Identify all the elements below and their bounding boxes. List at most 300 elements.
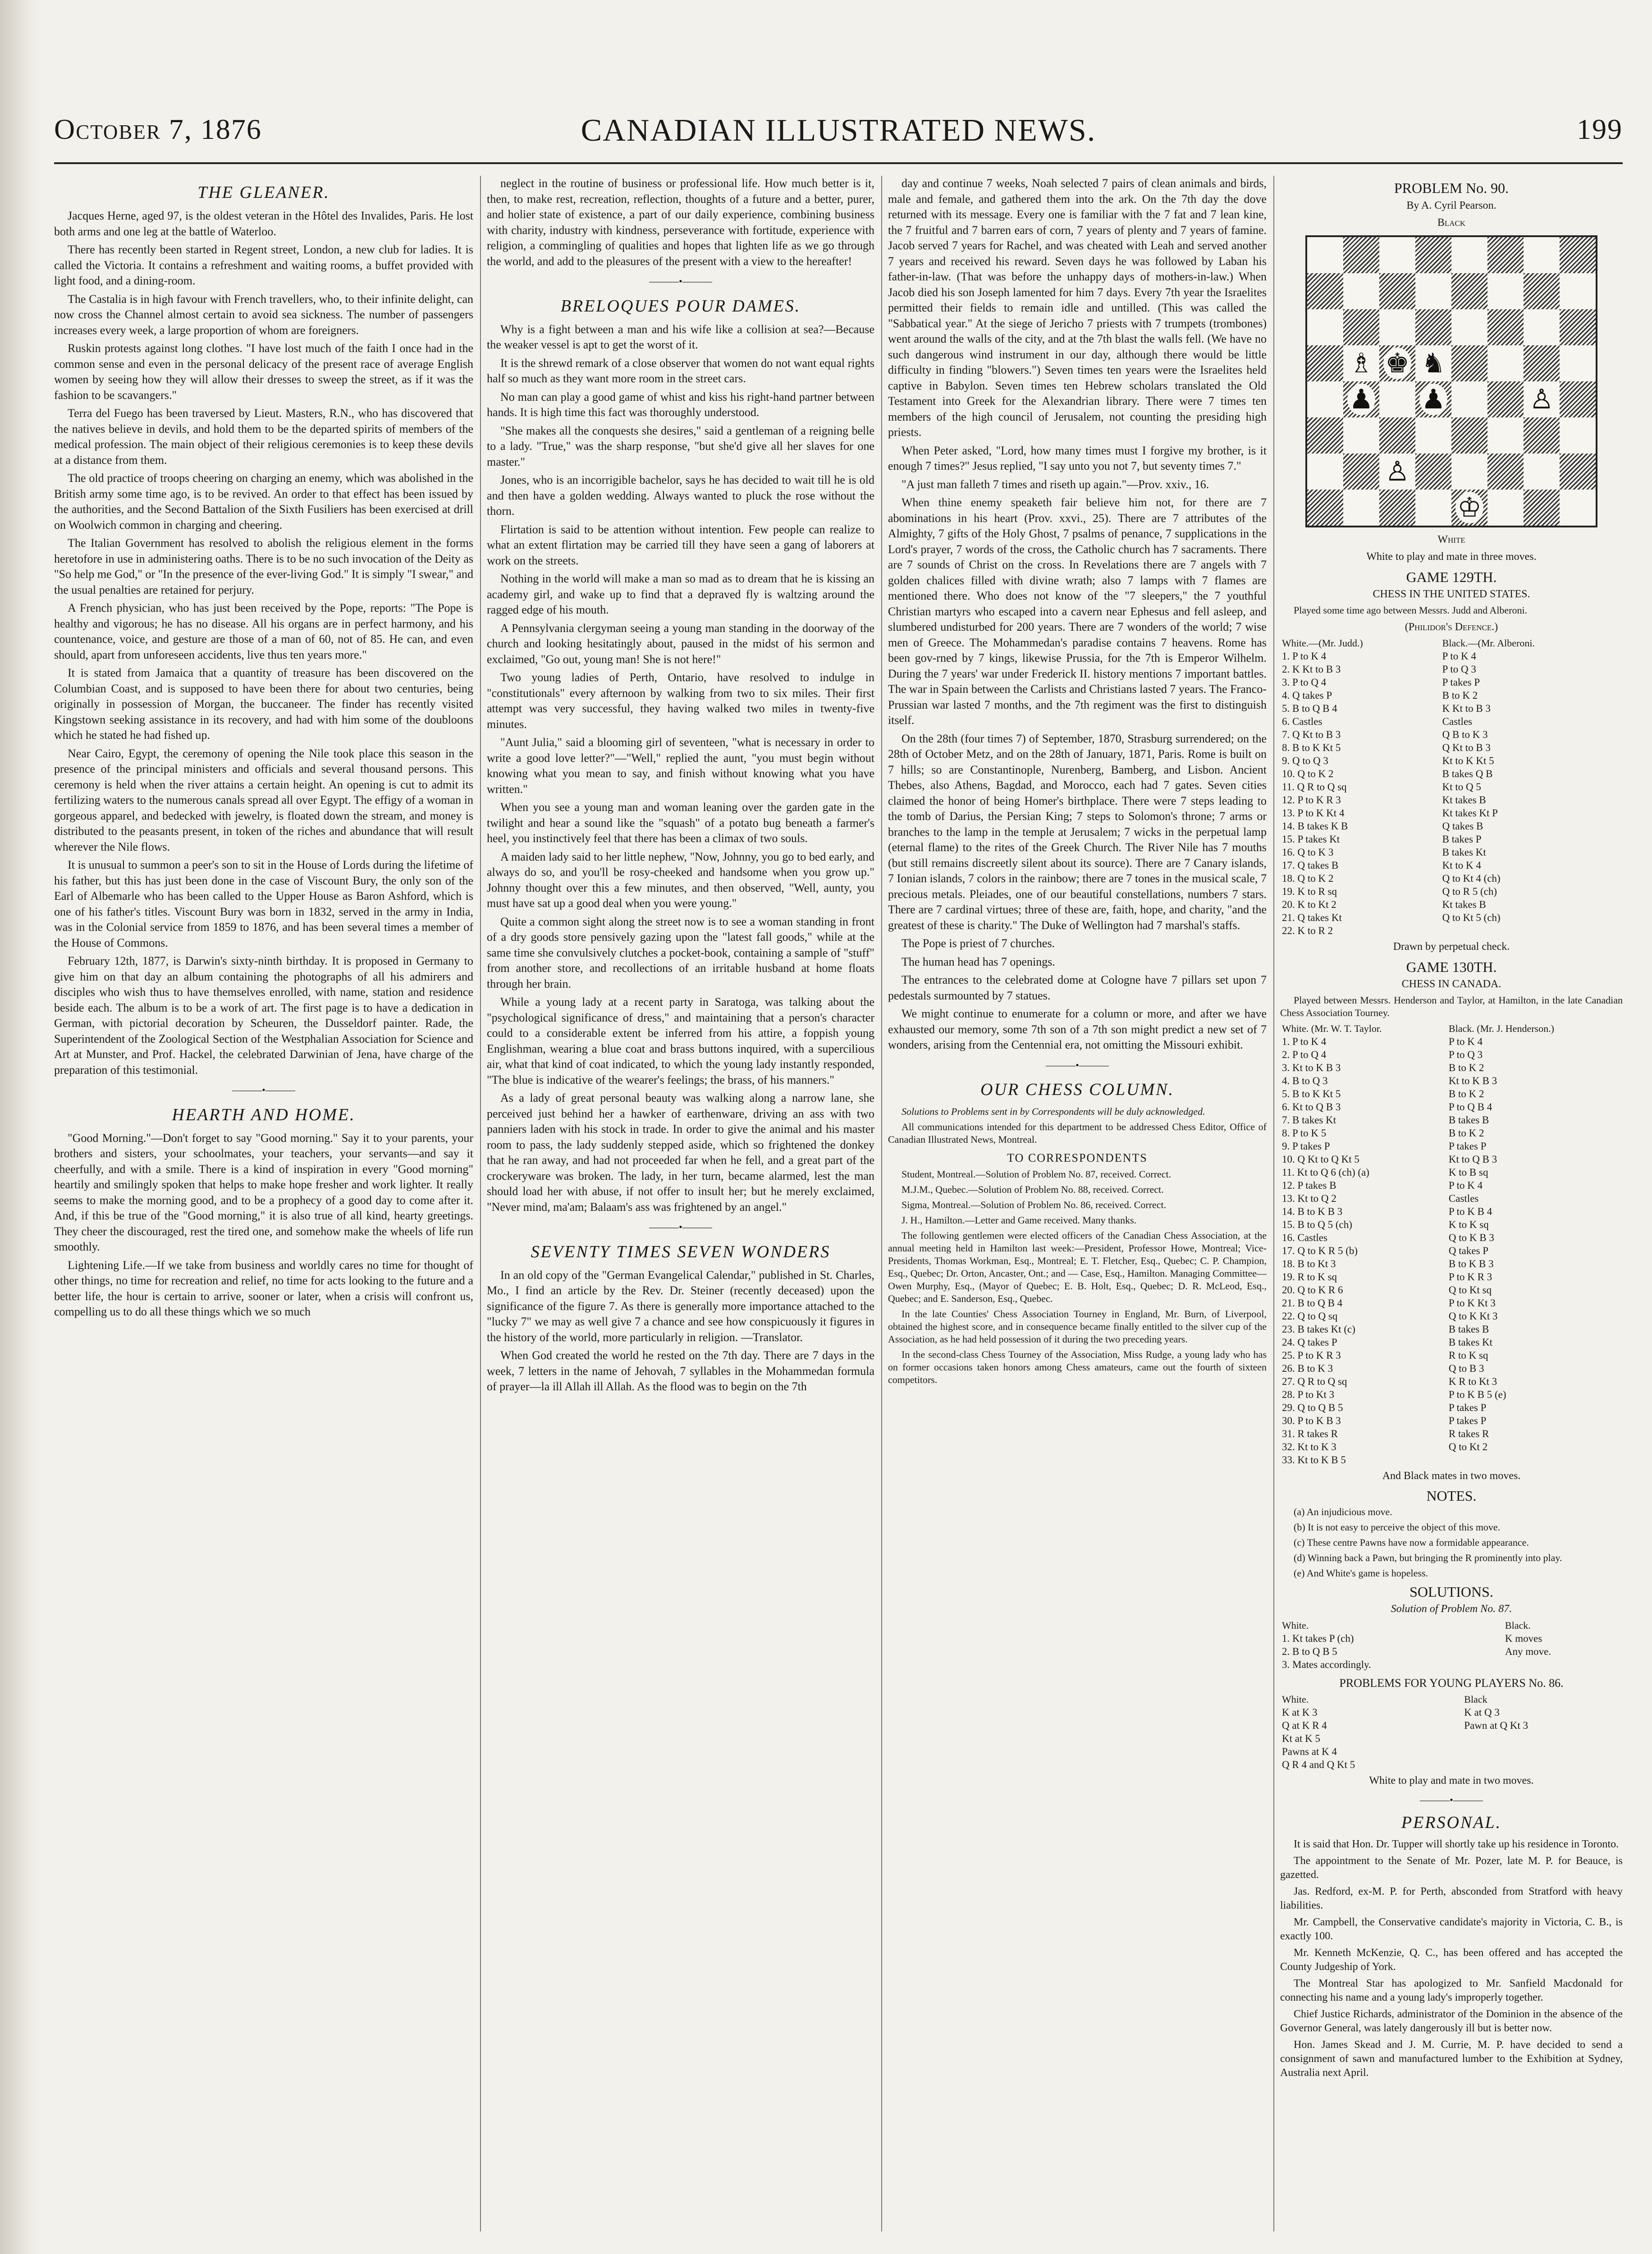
black-move: Castles — [1448, 1192, 1479, 1204]
black-move: P to K 4 — [1448, 1035, 1483, 1047]
white-move: 21. B to Q B 4 — [1282, 1297, 1343, 1309]
black-label: Black — [1437, 217, 1466, 229]
white-move: 11. Q R to Q sq — [1282, 781, 1347, 793]
board-square — [1451, 417, 1487, 454]
white-move: 7. Q Kt to B 3 — [1282, 729, 1341, 740]
personal-item: The appointment to the Senate of Mr. Pozer, late M. P. for Beauce, is gazetted. — [1280, 1855, 1623, 1881]
move-row — [1280, 1375, 1623, 1388]
notes-list — [1280, 1506, 1623, 1580]
black-move: Q to Kt 2 — [1448, 1441, 1488, 1452]
black-move: Castles — [1442, 716, 1473, 727]
board-square — [1343, 309, 1379, 345]
black-move: B takes Kt — [1442, 847, 1486, 858]
move-row — [1280, 833, 1623, 846]
correspondent-note: In the second-class Chess Tourney of the Association, Miss Rudge, a young lady who has on former occasions taken honors among Chess amateurs, came out the fourth of sixteen competitors. — [888, 1348, 1267, 1385]
solutions-subtitle: Solution of Problem No. 87. — [1391, 1603, 1512, 1615]
board-square — [1451, 237, 1487, 273]
board-square — [1487, 381, 1524, 417]
white-move: 9. Q to Q 3 — [1282, 755, 1328, 766]
article-paragraph: Quite a common sight along the street now is to see a woman standing in front of a dry goods store pensively gazing upon the "latest fall goods," while at the same time she convulsively clutches a pocket-book, containing a sample of "stuff" from another store, and recollections of an irritable husband at home floats through her brain. — [487, 915, 874, 990]
black-move: Q takes P — [1448, 1245, 1489, 1256]
game2-title: GAME 130TH. — [1406, 958, 1497, 975]
personal-item: The Montreal Star has apologized to Mr. Sanfield Macdonald for connecting his name and a young lady's improperly together. — [1280, 1978, 1623, 2003]
board-square — [1451, 454, 1487, 490]
section-heading: BRELOQUES POUR DAMES. — [560, 296, 801, 316]
board-square — [1307, 490, 1343, 526]
article-paragraph: "Good Morning."—Don't forget to say "Good morning." Say it to your parents, your brothers and sisters, your schoolmates, your teachers, your servants—and say it cheerfully, and with a smile. There is a kind of inspiration in every "Good morning" heartily and smilingly spoken that helps to make hope fresher and work lighter. It really seems to make the morning good, and to be a prophecy of a good day to come after it. And, if this be true of the "Good morning," it is also true of all kind, hearty greetings. They cheer the discouraged, rest the tired one, and somehow make the wheels of life run smoothly. — [54, 1131, 473, 1253]
section-separator: ———•——— — [232, 1084, 295, 1095]
black-move: P to K 4 — [1442, 651, 1476, 662]
move-row — [1280, 1140, 1623, 1153]
board-square — [1487, 417, 1524, 454]
board-square — [1379, 381, 1415, 417]
board-square — [1307, 273, 1343, 309]
move-row — [1280, 1257, 1623, 1270]
white-move: 26. B to K 3 — [1282, 1362, 1333, 1374]
move-row — [1280, 1283, 1623, 1297]
column-divider — [881, 176, 882, 2231]
white-move: 12. P takes B — [1282, 1179, 1336, 1191]
section-heading: HEARTH AND HOME. — [172, 1105, 356, 1124]
board-square — [1307, 454, 1343, 490]
move-row — [1280, 754, 1623, 767]
article-paragraph: The human head has 7 openings. — [902, 955, 1055, 968]
move-row — [1280, 1127, 1623, 1140]
piece-row — [1280, 1758, 1623, 1771]
move-row — [1280, 1310, 1623, 1323]
chess-piece-icon: ♚ — [1383, 348, 1411, 379]
correspondent-note: J. H., Hamilton.—Letter and Game received. Many thanks. — [902, 1214, 1137, 1226]
board-square — [1343, 273, 1379, 309]
black-move: Kt to Q 5 — [1442, 781, 1481, 793]
black-move: P to K B 5 (e) — [1448, 1388, 1506, 1400]
black-move: B takes Kt — [1448, 1336, 1493, 1348]
black-move: B takes P — [1442, 834, 1482, 845]
article-paragraph: We might continue to enumerate for a column or more, and after we have exhausted our memory, some 7th son of a 7th son might predict a new set of 7 wonders, arising from the Centennial era, not omitting the Missouri exhibit. — [888, 1007, 1267, 1051]
article-paragraph: February 12th, 1877, is Darwin's sixty-ninth birthday. It is proposed in Germany to give him on that day an album containing the photographs of all his admirers and disciples who wish thus to have themselves enrolled, with name, station and residence beside each. The album is to be a work of art. The first page is to have a dedication in German, with pictorial decoration by Scheuren, the Dusseldorf painter. Rade, the Superintendent of the Zoological Section of the Westphalian Association for Science and Art at Munster, and Prof. Hackel, the celebrated Darwinian of Jena, have charge of the preparation of this testimonial. — [54, 954, 473, 1077]
move-row — [1280, 1658, 1623, 1671]
game2-black-header: Black. (Mr. J. Henderson.) — [1448, 1022, 1554, 1034]
board-square — [1415, 345, 1451, 381]
move-row — [1280, 741, 1623, 754]
board-square — [1524, 490, 1560, 526]
board-square — [1343, 417, 1379, 454]
move-row — [1280, 859, 1623, 872]
move-row — [1280, 1323, 1623, 1336]
board-square — [1379, 454, 1415, 490]
white-move: 2. K Kt to B 3 — [1282, 664, 1341, 675]
black-move: K Kt to B 3 — [1442, 703, 1491, 714]
move-row — [1280, 650, 1623, 663]
correspondent-note: M.J.M., Quebec.—Solution of Problem No. 88, received. Correct. — [902, 1183, 1164, 1195]
move-row — [1280, 1388, 1623, 1401]
board-square — [1451, 381, 1487, 417]
move-row — [1280, 911, 1623, 924]
chess-piece-icon: ♙ — [1528, 384, 1556, 415]
white-move: 18. B to Kt 3 — [1282, 1258, 1336, 1269]
black-move: P takes P — [1442, 677, 1480, 688]
article-paragraph: The entrances to the celebrated dome at Cologne have 7 pillars set upon 7 pedestals surmounted by 7 statues. — [888, 973, 1267, 1002]
article-paragraph: While a young lady at a recent party in Saratoga, was talking about the "psychological significance of dress," and maintaining that a person's character could to a considerable extent be inferred from his attire, a foppish young Englishman, wearing a blue coat and brass buttons inquired, with a supercilious air, what that kind of coat indicated, to which the young lady instantly responded, "The blue is indicative of the wearer's feelings; the brass, of his manners." — [487, 995, 874, 1086]
black-move — [1447, 1453, 1623, 1466]
column-2 — [487, 176, 874, 2231]
solutions-black-header: Black. — [1505, 1619, 1531, 1631]
personal-item: Jas. Redford, ex-M. P. for Perth, absconded from Stratford with heavy liabilities. — [1280, 1886, 1623, 1911]
black-move: P to Q 3 — [1448, 1049, 1483, 1060]
white-move: 24. Q takes P — [1282, 1336, 1337, 1348]
problem-author: By A. Cyril Pearson. — [1406, 199, 1496, 211]
board-square — [1343, 381, 1379, 417]
board-square — [1415, 273, 1451, 309]
piece-row — [1280, 1732, 1623, 1745]
white-move: 3. Kt to K B 3 — [1282, 1062, 1341, 1073]
board-square — [1451, 345, 1487, 381]
section-heading: THE GLEANER. — [197, 183, 330, 202]
move-row — [1280, 1297, 1623, 1310]
article-paragraph: A French physician, who has just been received by the Pope, reports: "The Pope is healthy and vigorous; he has no disease. All his organs are in perfect harmony, and his countenance, voice, and gesture are those of a man of 60, not of 85. He can, and even should, apart from unforeseen accidents, live thus ten years more." — [54, 601, 473, 661]
binding-shadow — [0, 0, 41, 2254]
game1-black-header: Black.—(Mr. Alberoni. — [1442, 637, 1535, 649]
white-move: 22. Q to Q sq — [1282, 1310, 1338, 1322]
board-square — [1343, 454, 1379, 490]
black-move: B to K 2 — [1442, 690, 1478, 701]
move-row — [1280, 1166, 1623, 1179]
move-row — [1280, 1427, 1623, 1440]
article-paragraph: The Italian Government has resolved to abolish the religious element in the forms heretofore in use in administering oaths. There is to be no such invocation of the Deity as "So help me God," or "In the presence of the ever-living God." It is simply "I swear," and the usual penalties are retained for perjury. — [54, 536, 473, 596]
black-move: R takes R — [1448, 1428, 1489, 1439]
board-square — [1560, 273, 1596, 309]
young-title: PROBLEMS FOR YOUNG PLAYERS No. 86. — [1339, 1676, 1564, 1690]
black-move: B to K 2 — [1448, 1062, 1484, 1073]
article-paragraph: Jacques Herne, aged 97, is the oldest veteran in the Hôtel des Invalides, Paris. He lost both arms and one leg at the battle of Waterloo. — [54, 209, 473, 238]
black-move: R to K sq — [1448, 1349, 1488, 1361]
article-paragraph: The old practice of troops cheering on charging an enemy, which was abolished in the British army some time ago, is to be revived. An order to that effect has been issued by the authorities, and the Second Battalion of the Sixth Fusiliers has been exercised at drill on Woolwich common in charging and cheering. — [54, 472, 473, 531]
white-piece: Kt at K 5 — [1282, 1733, 1320, 1744]
personal-item: It is said that Hon. Dr. Tupper will shortly take up his residence in Toronto. — [1294, 1838, 1619, 1850]
game1-subtitle: CHESS IN THE UNITED STATES. — [1373, 588, 1530, 600]
board-square — [1560, 381, 1596, 417]
black-move: P to Q B 4 — [1448, 1101, 1492, 1113]
board-square — [1415, 309, 1451, 345]
move-row — [1280, 898, 1623, 911]
problem-caption: White to play and mate in three moves. — [1366, 551, 1537, 563]
black-move: P takes P — [1448, 1140, 1487, 1152]
board-square — [1379, 237, 1415, 273]
board-square — [1451, 273, 1487, 309]
chess-piece-icon: ♟ — [1347, 384, 1375, 415]
section-separator: ———•——— — [1046, 1059, 1109, 1071]
move-row — [1280, 1414, 1623, 1427]
white-move: 13. Kt to Q 2 — [1282, 1192, 1336, 1204]
white-move: 18. Q to K 2 — [1282, 873, 1334, 884]
white-move: 1. P to K 4 — [1282, 651, 1327, 662]
white-label: White — [1437, 533, 1465, 545]
black-move: Q to B 3 — [1448, 1362, 1484, 1374]
piece-row — [1280, 1719, 1623, 1732]
black-move: P to K Kt 3 — [1448, 1297, 1496, 1309]
section-separator: ———•——— — [649, 275, 712, 287]
column-4-chess — [1280, 176, 1623, 2231]
white-move: 20. Q to K R 6 — [1282, 1284, 1343, 1296]
move-row — [1280, 728, 1623, 741]
black-piece: Pawn at Q Kt 3 — [1464, 1720, 1528, 1731]
white-move: 3. Mates accordingly. — [1282, 1658, 1371, 1670]
game-note: (d) Winning back a Pawn, but bringing the R prominently into play. — [1294, 1552, 1562, 1563]
board-square — [1560, 237, 1596, 273]
chess-notice: Solutions to Problems sent in by Correspondents will be duly acknowledged. — [902, 1106, 1205, 1117]
white-move: 8. P to K 5 — [1282, 1127, 1327, 1139]
young-white-header: White. — [1282, 1694, 1309, 1705]
move-row — [1280, 1074, 1623, 1087]
white-move: 12. P to K R 3 — [1282, 794, 1341, 806]
white-move: 21. Q takes Kt — [1282, 912, 1342, 923]
move-row — [1280, 846, 1623, 859]
black-move: P to K R 3 — [1448, 1271, 1492, 1283]
white-move: 10. Q to K 2 — [1282, 768, 1334, 779]
game2-subtitle: CHESS IN CANADA. — [1401, 978, 1501, 990]
white-move: 7. B takes Kt — [1282, 1114, 1336, 1126]
white-move: 27. Q R to Q sq — [1282, 1375, 1347, 1387]
article-paragraph: When God created the world he rested on the 7th day. There are 7 days in the week, 7 letters in the name of Jehovah, 7 syllables in the Mohammedan formula of prayer—la ill Allah ill Allah. As the flood was to begin on the 7th — [487, 1349, 874, 1393]
white-move: 1. P to K 4 — [1282, 1035, 1327, 1047]
article-paragraph: Why is a fight between a man and his wife like a collision at sea?—Because the weaker vessel is apt to get the worst of it. — [487, 322, 874, 351]
move-row — [1280, 1349, 1623, 1362]
black-move: Kt to Q B 3 — [1448, 1153, 1497, 1165]
white-move: 10. Q Kt to Q Kt 5 — [1282, 1153, 1359, 1165]
article-paragraph: Jones, who is an incorrigible bachelor, says he has decided to wait till he is old and then have a golden wedding. Always wanted to pluck the rose without the thorn. — [487, 473, 874, 518]
move-row — [1280, 1179, 1623, 1192]
white-move: 22. K to R 2 — [1282, 925, 1333, 936]
personal-item: Hon. James Skead and J. M. Currie, M. P. have decided to send a consignment of sawn and manufactured lumber to the Exhibition at Sydney, Australia next April. — [1280, 2039, 1623, 2079]
black-move: Q to Kt 4 (ch) — [1442, 873, 1501, 884]
white-move: 13. P to K Kt 4 — [1282, 807, 1345, 819]
black-move: Kt takes B — [1442, 794, 1486, 806]
game1-moves — [1280, 637, 1623, 937]
game1-opening: (Philidor's Defence.) — [1405, 621, 1498, 633]
personal-item: Chief Justice Richards, administrator of the Dominion in the absence of the Governor General, was lately dangerously ill but is better now. — [1280, 2008, 1623, 2034]
board-square — [1307, 417, 1343, 454]
column-1 — [54, 176, 473, 2231]
move-row — [1280, 780, 1623, 793]
black-move: P takes P — [1448, 1415, 1487, 1426]
move-row — [1280, 1401, 1623, 1414]
black-move: Q Kt to B 3 — [1442, 742, 1491, 753]
notes-title: NOTES. — [1426, 1488, 1477, 1504]
article-paragraph: As a lady of great personal beauty was walking along a narrow lane, she perceived just behind her a hawker of earthenware, driving an ass with two panniers laden with his stock in trade. In order to give the animal and his master room to pass, the lady suddenly stepped aside, which so frightened the donkey that he ran away, and had not proceeded far when he fell, and a great part of the crockeryware was broken. The lady, in her turn, became alarmed, lest the man should load her with abuse, if not offer to insult her; but he merely exclaimed, "Never mind, ma'am; Balaam's ass was frightened by an angel." — [487, 1091, 874, 1214]
header-rule — [54, 162, 1623, 164]
game2-moves — [1280, 1022, 1623, 1466]
black-move: B to K 2 — [1448, 1088, 1484, 1100]
black-move: Kt takes Kt P — [1442, 807, 1498, 819]
black-move: B to K B 3 — [1448, 1258, 1494, 1269]
move-row — [1280, 1100, 1623, 1113]
article-paragraph: Ruskin protests against long clothes. "I have lost much of the faith I once had in the common sense and even in the personal delicacy of the present race of average English women by seeing how they will allow their dresses to sweep the street, as if it was the fashion to be scavangers." — [54, 342, 473, 402]
white-move: 32. Kt to K 3 — [1282, 1441, 1336, 1452]
white-move: 14. B to K B 3 — [1282, 1205, 1343, 1217]
game-note: (c) These centre Pawns have now a formidable appearance. — [1294, 1536, 1529, 1548]
white-move: 5. B to K Kt 5 — [1282, 1088, 1341, 1100]
black-move: K R to Kt 3 — [1448, 1375, 1497, 1387]
move-row — [1280, 1632, 1623, 1645]
chess-piece-icon: ♟ — [1419, 384, 1447, 415]
white-move: 3. P to Q 4 — [1282, 677, 1327, 688]
article-paragraph: Flirtation is said to be attention without intention. Few people can realize to what an extent flirtation may be carried till they have seen a gang of laborers at work on the streets. — [487, 522, 874, 567]
move-row — [1280, 689, 1623, 702]
move-row — [1280, 1362, 1623, 1375]
white-move: 19. R to K sq — [1282, 1271, 1337, 1283]
article-paragraph: Nothing in the world will make a man so mad as to dream that he is kissing an academy girl, and wake up to find that a depraved fly is waltzing around the ragged edge of his mouth. — [487, 572, 874, 616]
board-square — [1415, 417, 1451, 454]
section-separator: ———•——— — [649, 1221, 712, 1232]
column-divider — [1273, 176, 1274, 2231]
game2-result: And Black mates in two moves. — [1382, 1470, 1521, 1482]
chess-notice: All communications intended for this department to be addressed Chess Editor, Office of Canadian Illustrated News, Montreal. — [888, 1121, 1267, 1145]
correspondent-note: Sigma, Montreal.—Solution of Problem No. 86, received. Correct. — [902, 1199, 1167, 1210]
board-square — [1307, 345, 1343, 381]
young-problem — [1280, 1693, 1623, 1771]
white-piece: Q R 4 and Q Kt 5 — [1282, 1759, 1355, 1770]
move-row — [1280, 663, 1623, 676]
board-square — [1451, 309, 1487, 345]
white-piece: K at K 3 — [1282, 1707, 1318, 1718]
white-move: 16. Castles — [1282, 1232, 1327, 1243]
board-square — [1379, 490, 1415, 526]
move-row — [1280, 806, 1623, 820]
white-move: 8. B to K Kt 5 — [1282, 742, 1341, 753]
solutions-moves — [1280, 1619, 1623, 1671]
white-move: 11. Kt to Q 6 (ch) (a) — [1282, 1166, 1369, 1178]
black-move: P to Q 3 — [1442, 664, 1476, 675]
black-move: Q B to K 3 — [1442, 729, 1488, 740]
black-move: P to K B 4 — [1448, 1205, 1492, 1217]
white-move: 9. P takes P — [1282, 1140, 1330, 1152]
black-piece: K at Q 3 — [1464, 1707, 1500, 1718]
black-move — [1503, 1658, 1623, 1671]
move-row — [1280, 1087, 1623, 1100]
article-paragraph: "She makes all the conquests she desires," said a gentleman of a reigning belle to a lady. "True," was the sharp response, "but she'd give all her slaves for one master." — [487, 424, 874, 468]
game2-intro: Played between Messrs. Henderson and Taylor, at Hamilton, in the late Canadian Chess Association Tourney. — [1280, 994, 1623, 1018]
article-paragraph: neglect in the routine of business or professional life. How much better is it, then, to make rest, recreation, reflection, thoughts of a future and a better, purer, and holier state of existence, a part of our daily experience, combining business with charity, industry with kindness, perseverance with fortitude, experience with religion, a commingling of qualities and hopes that lighten life as we go through the world, and add to the pleasures of the present with a view to the hereafter! — [487, 177, 874, 268]
article-paragraph: No man can play a good game of whist and kiss his right-hand partner between hands. It is high time this fact was thoroughly understood. — [487, 390, 874, 419]
white-move: 5. B to Q B 4 — [1282, 703, 1337, 714]
move-row — [1280, 1336, 1623, 1349]
article-paragraph: It is stated from Jamaica that a quantity of treasure has been discovered on the Columbian Coast, and is supposed to have been there for about two centuries, being originally in possession of Morgan, the buccaneer. The finder has recently visited Kingstown seeking assistance in its recovery, and had with him some of the doubloons which he stated he had fished up. — [54, 666, 473, 742]
black-move: Q to Kt 5 (ch) — [1442, 912, 1501, 923]
white-move: 14. B takes K B — [1282, 820, 1348, 832]
page-header — [54, 113, 1623, 149]
game1-intro: Played some time ago between Messrs. Judd and Alberoni. — [1294, 604, 1528, 616]
column-3 — [888, 176, 1267, 2231]
black-move: B takes Q B — [1442, 768, 1493, 779]
black-move: P to K 4 — [1448, 1179, 1483, 1191]
section-heading: SEVENTY TIMES SEVEN WONDERS — [531, 1242, 831, 1261]
correspondent-note: The following gentlemen were elected officers of the Canadian Chess Association, at the annual meeting held in Hamilton last week:—President, Professor Howe, Montreal; Vice-Presidents, Thomas Workman, Esq., Montreal; E. T. Fletcher, Esq., Quebec; C. P. Champion, Esq., Quebec; Dr. Orton, Ancaster, Ont.; and — Case, Esq., Hamilton. Managing Committee—Owen Murphy, Esq., (Mayor of Quebec; E. B. Holt, Esq., Quebec; D. R. McLeod, Esq., Quebec; and E. Sanderson, Esq., Quebec. — [888, 1229, 1267, 1304]
article-paragraph: day and continue 7 weeks, Noah selected 7 pairs of clean animals and birds, male and female, and gathered them into the ark. On the 7th day the dove returned with its message. Every one is familiar with the 7 fat and 7 lean kine, the 7 fruitful and 7 barren ears of corn, 7 years of plenty and 7 years of famine. Jacob served 7 years for Rachel, and was cheated with Leah and served another 7 years and received his reward. Seven days he was followed by Laban his father-in-law. (That was before the unhappy days of mothers-in-law.) When Jacob died his son Joseph lamented for him 7 days. Every 7th year the Israelites permitted their fields to remain idle and untilled. (This was called the "Sabbatical year." At the siege of Jericho 7 priests with 7 trumpets (trombones) went around the walls of the city, and at the 7th blast the walls fell. (We have no such dangerous wind instrument in our day, although there would be little difficulty in finding "blowers.") Seven times ten years were the Israelites held captive in Babylon. Seven times ten Hebrew scholars translated the Old Testament into Greek for the Alexandrian library. There were 7 times ten members of the high council of Jerusalem, not counting the presiding high priests. — [888, 177, 1267, 439]
move-row — [1280, 820, 1623, 833]
board-square — [1524, 309, 1560, 345]
board-square — [1487, 237, 1524, 273]
board-square — [1343, 237, 1379, 273]
personal-heading: PERSONAL. — [1401, 1813, 1502, 1832]
move-row — [1280, 924, 1623, 937]
move-row — [1280, 1453, 1623, 1466]
move-row — [1280, 1440, 1623, 1453]
black-move: B takes B — [1448, 1323, 1489, 1335]
move-row — [1280, 1218, 1623, 1231]
personal-item: Mr. Campbell, the Conservative candidate's majority in Victoria, C. B., is exactly 100. — [1280, 1916, 1623, 1942]
problem-title: PROBLEM No. 90. — [1394, 180, 1509, 196]
article-paragraph: A maiden lady said to her little nephew, "Now, Johnny, you go to bed early, and always do so, and you'll be rosy-cheeked and handsome when you grow up." Johnny thought over this a few minutes, and then observed, "Well, aunty, you must have sat up a good deal when you were young." — [487, 850, 874, 910]
white-move: 1. Kt takes P (ch) — [1282, 1632, 1354, 1644]
black-piece — [1462, 1745, 1623, 1758]
article-paragraph: Two young ladies of Perth, Ontario, have resolved to indulge in "constitutionals" every afternoon by walking from two to six miles. Their first attempt was very successful, they having walked two miles in twenty-five minutes. — [487, 671, 874, 731]
move-row — [1280, 872, 1623, 885]
chess-piece-icon: ♗ — [1347, 348, 1375, 379]
correspondent-note: Student, Montreal.—Solution of Problem No. 87, received. Correct. — [902, 1168, 1172, 1180]
board-square — [1524, 417, 1560, 454]
move-row — [1280, 1061, 1623, 1074]
white-move: 6. Kt to Q B 3 — [1282, 1101, 1341, 1113]
white-move: 28. P to Kt 3 — [1282, 1388, 1335, 1400]
board-square — [1524, 273, 1560, 309]
solutions-white-header: White. — [1282, 1619, 1309, 1631]
black-move: Q to R 5 (ch) — [1442, 886, 1497, 897]
black-move: B to K 2 — [1448, 1127, 1484, 1139]
board-square — [1524, 454, 1560, 490]
article-paragraph: It is unusual to summon a peer's son to sit in the House of Lords during the lifetime of his father, but this has just been done in the case of Viscount Bury, the only son of the Earl of Albemarle who has been called to the Upper House as Baron Ashford, which is one of his father's titles. Viscount Bury was born in 1832, served in the army in India, was in the Colonial service from 1859 to 1876, and has been several times a member of the House of Commons. — [54, 858, 473, 949]
white-move: 23. B takes Kt (c) — [1282, 1323, 1355, 1335]
solutions-title: SOLUTIONS. — [1409, 1583, 1493, 1600]
move-row — [1280, 793, 1623, 806]
board-square — [1487, 454, 1524, 490]
move-row — [1280, 1270, 1623, 1283]
move-row — [1280, 1035, 1623, 1048]
white-move: 4. Q takes P — [1282, 690, 1332, 701]
chess-piece-icon: ♔ — [1455, 492, 1483, 523]
correspondent-note: In the late Counties' Chess Association Tourney in England, Mr. Burn, of Liverpool, obtained the highest score, and in consequence became finally entitled to the silver cup of the Association, as he had held possession of it during the two preceding years. — [888, 1308, 1267, 1345]
white-move: 4. B to Q 3 — [1282, 1075, 1328, 1086]
chess-piece-icon: ♞ — [1419, 348, 1447, 379]
move-row — [1280, 1192, 1623, 1205]
subsection-title: TO CORRESPONDENTS — [1007, 1151, 1148, 1164]
issue-date: October 7, 1876 — [54, 113, 262, 145]
masthead: CANADIAN ILLUSTRATED NEWS. — [581, 113, 1096, 148]
board-square — [1415, 381, 1451, 417]
article-paragraph: When Peter asked, "Lord, how many times must I forgive my brother, is it enough 7 times?" Jesus replied, "I say unto you not 7, but seventy times 7." — [888, 444, 1267, 472]
board-square — [1307, 381, 1343, 417]
black-move: Q takes B — [1442, 820, 1483, 832]
article-paragraph: The Castalia is in high favour with French travellers, who, to their infinite delight, can now cross the Channel almost certain to avoid sea sickness. The number of passengers increases every week, a large proportion of whom are foreigners. — [54, 292, 473, 337]
move-row — [1280, 1231, 1623, 1244]
chess-board — [1305, 235, 1597, 527]
article-paragraph: In an old copy of the "German Evangelical Calendar," published in St. Charles, Mo., I find an article by the Rev. Dr. Steiner (recently deceased) upon the significance of the figure 7. As there is generally more importance attached to the "lucky 7" we may as well give 7 a chance and see how conspicuously it figures in the history of the world, more particularly in religion. —Translator. — [487, 1268, 874, 1344]
young-black-header: Black — [1464, 1694, 1487, 1705]
black-move: B takes B — [1448, 1114, 1489, 1126]
board-square — [1343, 490, 1379, 526]
game2-white-header: White. (Mr. W. T. Taylor. — [1282, 1022, 1382, 1034]
game-note: (e) And White's game is hopeless. — [1294, 1567, 1428, 1579]
move-row — [1280, 1244, 1623, 1257]
white-move: 25. P to K R 3 — [1282, 1349, 1341, 1361]
black-move: Kt to K 4 — [1442, 860, 1481, 871]
game1-white-header: White.—(Mr. Judd.) — [1282, 637, 1363, 649]
board-square — [1379, 417, 1415, 454]
move-row — [1280, 676, 1623, 689]
piece-row — [1280, 1706, 1623, 1719]
board-square — [1307, 309, 1343, 345]
board-square — [1560, 454, 1596, 490]
white-move: 15. P takes Kt — [1282, 834, 1340, 845]
